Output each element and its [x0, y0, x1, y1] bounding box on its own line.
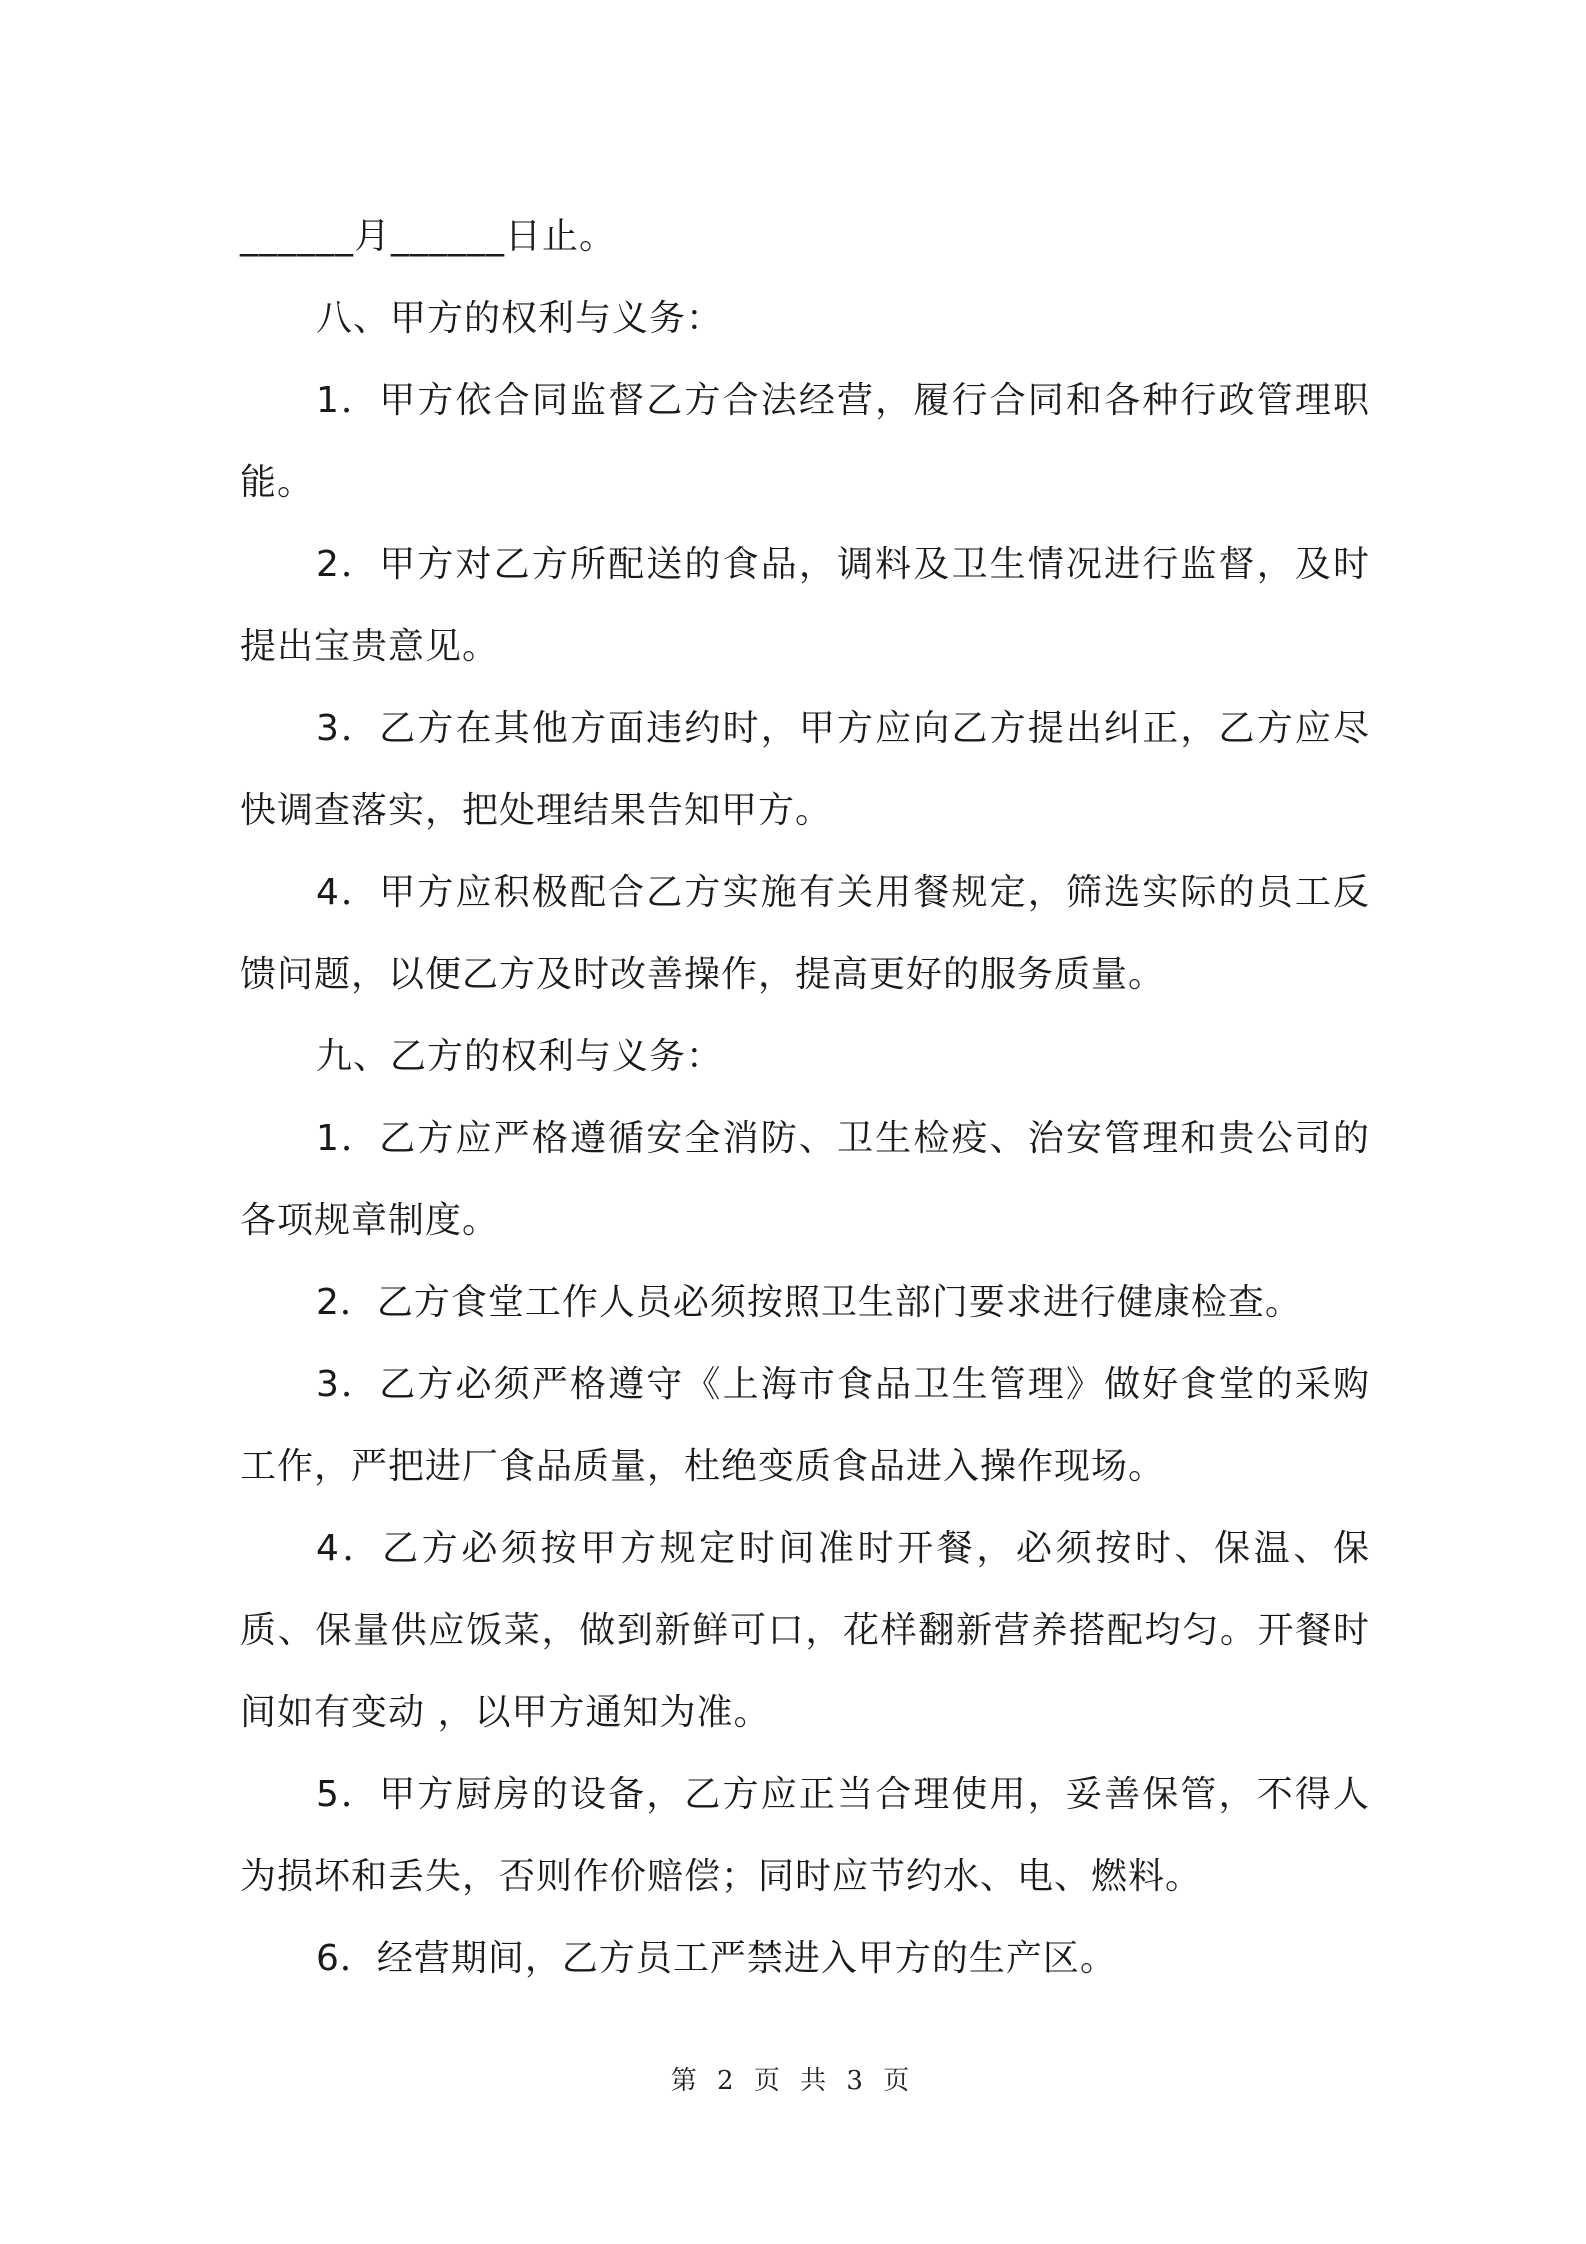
- paragraph-a3: 3．乙方在其他方面违约时，甲方应向乙方提出纠正，乙方应尽快调查落实，把处理结果告知甲方。: [240, 708, 1370, 831]
- page-number-footer: 第 2 页 共 3 页: [670, 2066, 916, 2096]
- paragraph-a2: 2．甲方对乙方所配送的食品，调料及卫生情况进行监督，及时提出宝贵意见。: [240, 544, 1370, 667]
- paragraph-b4: 4．乙方必须按甲方规定时间准时开餐，必须按时、保温、保质、保量供应饭菜，做到新鲜可口，花样翻新营养搭配均匀。开餐时间如有变动 ，以甲方通知为准。: [240, 1528, 1370, 1733]
- paragraph-a4: 4．甲方应积极配合乙方实施有关用餐规定，筛选实际的员工反馈问题，以便乙方及时改善操作，提高更好的服务质量。: [240, 872, 1370, 995]
- paragraph-b3: 3．乙方必须严格遵守《上海市食品卫生管理》做好食堂的采购工作，严把进厂食品质量，杜绝变质食品进入操作现场。: [240, 1364, 1370, 1487]
- document-body: [240, 196, 1370, 2000]
- paragraph-b1: 1．乙方应严格遵循安全消防、卫生检疫、治安管理和贵公司的各项规章制度。: [240, 1118, 1370, 1241]
- section-heading-party-b-rights: 九、乙方的权利与义务：: [316, 1036, 724, 1077]
- paragraph-a1: 1．甲方依合同监督乙方合法经营，履行合同和各种行政管理职能。: [240, 380, 1370, 503]
- paragraph-b6: 6．经营期间，乙方员工严禁进入甲方的生产区。: [316, 1938, 1117, 1979]
- section-heading-party-a-rights: 八、甲方的权利与义务：: [316, 298, 724, 339]
- paragraph-date-end: ______月______日止。: [240, 216, 617, 257]
- paragraph-b2: 2．乙方食堂工作人员必须按照卫生部门要求进行健康检查。: [316, 1282, 1302, 1323]
- paragraph-b5: 5．甲方厨房的设备，乙方应正当合理使用，妥善保管，不得人为损坏和丢失，否则作价赔偿；同时应节约水、电、燃料。: [240, 1774, 1370, 1897]
